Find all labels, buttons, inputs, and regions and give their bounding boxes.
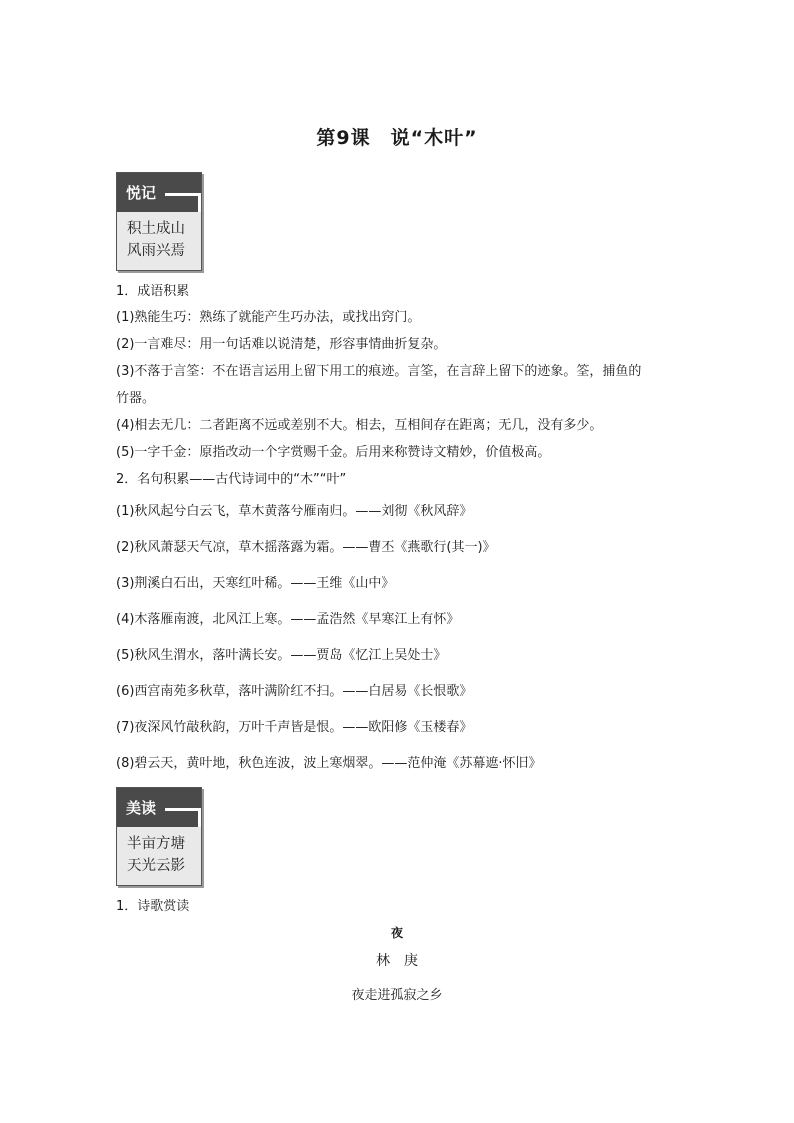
quotes-heading: 2．名句积累——古代诗词中的“木”“叶” [116,472,347,487]
header-rule-vertical [198,193,201,212]
quote-item: (2)秋风萧瑟天气凉，草木摇落露为霜。——曹丕《燕歌行(其一)》 [116,540,496,555]
page-title: 第9课 说“木叶” [316,127,478,149]
section-box-meidu [116,787,202,886]
idiom-item: (1)熟能生巧：熟练了就能产生巧办法，或找出窍门。 [116,310,421,325]
quote-item: (3)荆溪白石出，天寒红叶稀。——王维《山中》 [116,576,395,591]
poem-author: 林 庚 [376,953,418,969]
section-motto [117,212,201,266]
quote-item: (6)西宫南苑多秋草，落叶满阶红不扫。——白居易《长恨歌》 [116,684,473,699]
idiom-item: (4)相去无几：二者距离不远或差别不大。相去，互相间存在距离；无几，没有多少。 [116,418,603,433]
quote-item: (1)秋风起兮白云飞，草木黄落兮雁南归。——刘彻《秋风辞》 [116,504,473,519]
section-box-yueji [116,172,202,271]
section-header [117,173,201,212]
quote-item: (7)夜深风竹敲秋韵，万叶千声皆是恨。——欧阳修《玉楼春》 [116,720,473,735]
section-label: 美读 [126,799,157,817]
idiom-item: (5)一字千金：原指改动一个字赏赐千金。后用来称赞诗文精妙，价值极高。 [116,445,551,460]
header-rule [165,193,201,196]
section-header [117,788,201,827]
poem-heading: 1．诗歌赏读 [116,899,190,914]
quote-item: (5)秋风生渭水，落叶满长安。——贾岛《忆江上吴处士》 [116,648,447,663]
motto-line: 风雨兴焉 [127,243,185,259]
motto-line: 天光云影 [127,858,185,874]
header-rule-vertical [198,808,201,827]
idiom-item: (2)一言难尽：用一句话难以说清楚，形容事情曲折复杂。 [116,337,447,352]
poem-title: 夜 [390,926,403,940]
idioms-heading: 1．成语积累 [116,284,190,299]
quote-item: (8)碧云天，黄叶地，秋色连波，波上寒烟翠。——范仲淹《苏幕遮·怀旧》 [116,756,542,771]
quote-item: (4)木落雁南渡，北风江上寒。——孟浩然《早寒江上有怀》 [116,612,460,627]
idiom-item: (3)不落于言筌：不在语言运用上留下用工的痕迹。言筌，在言辞上留下的迹象。筌，捕鱼的 [116,364,642,379]
poem-line: 夜走进孤寂之乡 [351,988,443,1003]
section-label: 悦记 [126,184,157,202]
motto-line: 半亩方塘 [127,836,185,852]
idiom-item: 竹器。 [116,391,156,406]
section-motto [117,827,201,881]
header-rule [165,808,201,811]
motto-line: 积土成山 [127,221,185,237]
